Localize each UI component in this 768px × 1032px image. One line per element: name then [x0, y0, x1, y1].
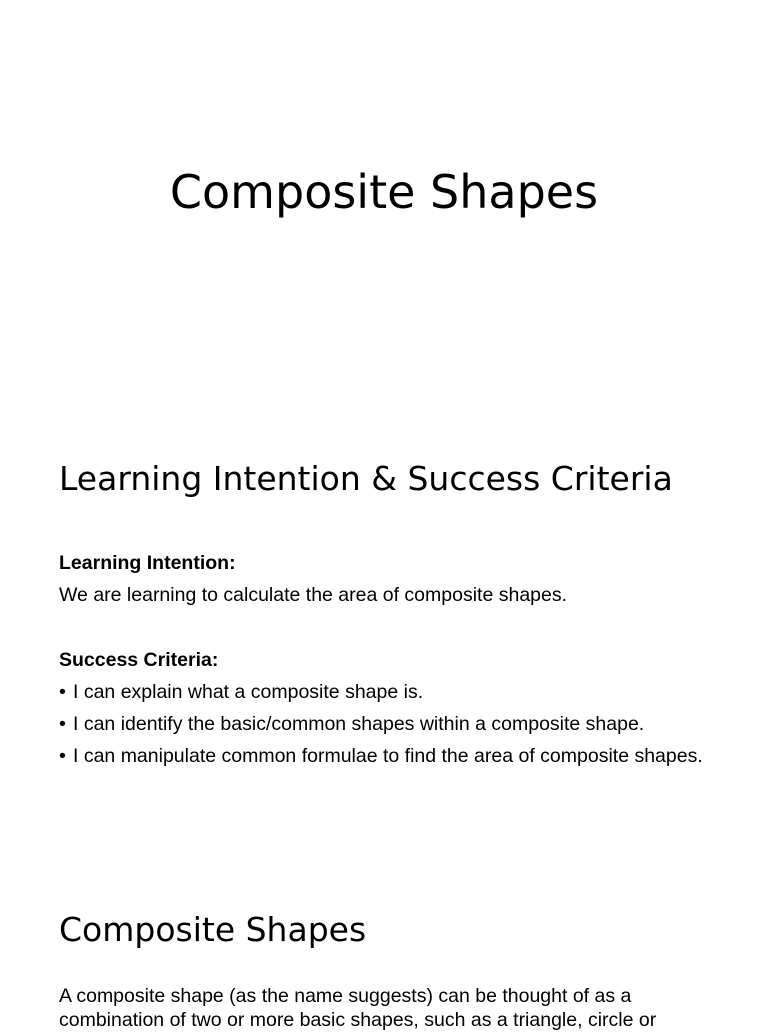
slide-heading: Composite Shapes — [59, 910, 367, 949]
learning-intention-label: Learning Intention: — [59, 552, 236, 574]
criterion-text: I can manipulate common formulae to find the area of composite shapes. — [73, 745, 703, 767]
bullet-icon: • — [59, 713, 66, 735]
bullet-icon: • — [59, 681, 66, 703]
slide-paragraph: A composite shape (as the name suggests) can be thought of as a combination of two or more basic shapes, such as a triangle, circle or — [59, 985, 657, 1031]
slide-title: Composite Shapes — [169, 165, 599, 219]
criterion-text: I can identify the basic/common shapes within a composite shape. — [73, 713, 645, 735]
success-criteria-label: Success Criteria: — [59, 649, 219, 671]
criterion-text: I can explain what a composite shape is. — [73, 681, 424, 703]
learning-intention-text: We are learning to calculate the area of composite shapes. — [59, 584, 568, 606]
bullet-icon: • — [59, 745, 66, 767]
slide-heading: Learning Intention & Success Criteria — [59, 459, 673, 498]
